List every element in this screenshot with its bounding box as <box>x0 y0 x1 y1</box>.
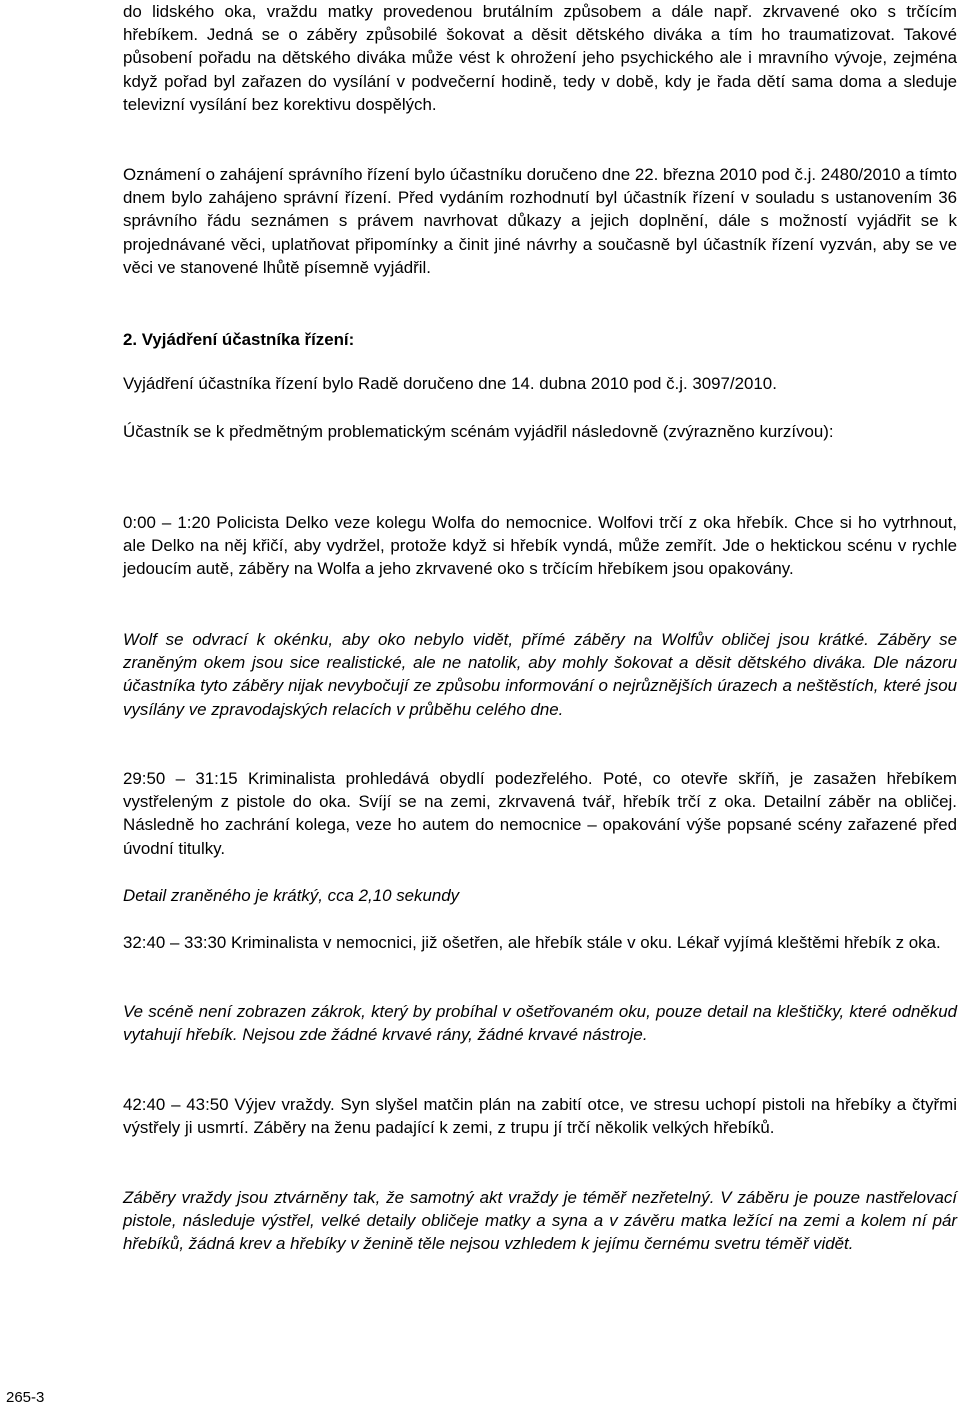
paragraph-response-4: Záběry vraždy jsou ztvárněny tak, že samotný akt vraždy je téměř nezřetelný. V záběru je pouze nastřelovací pistole, následuje výstřel, velké detaily obličeje matky a syna a v závěru matka ležící na zemi a kolem ní pár hřebíků, žádná krev a hřebíky v ženině těle nejsou vzhledem k jejímu černému svetru téměř vidět. <box>123 1188 957 1254</box>
paragraph-statement-intro: Účastník se k předmětným problematickým scénám vyjádřil následovně (zvýrazněno kurzívou): <box>123 422 834 441</box>
paragraph-statement-received: Vyjádření účastníka řízení bylo Radě doručeno dne 14. dubna 2010 pod č.j. 3097/2010. <box>123 374 777 393</box>
paragraph-scene-3: 32:40 – 33:30 Kriminalista v nemocnici, již ošetřen, ale hřebík stále v oku. Lékař vyjímá kleštěmi hřebík z oka. <box>123 933 941 952</box>
paragraph-scene-1: 0:00 – 1:20 Policista Delko veze kolegu Wolfa do nemocnice. Wolfovi trčí z oka hřebík. Chce si ho vytrhnout, ale Delko na něj křičí, aby vydržel, protože když si hřebík vyndá, může zemřít. Jde o hektickou scénu v rychle jedoucím autě, záběry na Wolfa a jeho zkrvavené oko s trčícím hřebíkem jsou opakovány. <box>123 513 957 579</box>
paragraph-response-2: Detail zraněného je krátký, cca 2,10 sekundy <box>123 886 460 905</box>
paragraph-intro: do lidského oka, vraždu matky provedenou brutálním způsobem a dále např. zkrvavené oko s trčícím hřebíkem. Jedná se o záběry způsobilé šokovat a děsit dětského diváka a tím ho traumatizovat. Takové působení pořadu na dětského diváka může vést k ohrožení jeho psychického ale i mravního vývoje, zejména když pořad byl zařazen do vysílání v podvečerní hodině, tedy v době, kdy je řada dětí sama doma a sleduje televizní vysílání bez korektivu dospělých. <box>123 2 957 114</box>
section-heading: 2. Vyjádření účastníka řízení: <box>123 330 355 349</box>
paragraph-scene-2: 29:50 – 31:15 Kriminalista prohledává obydlí podezřelého. Poté, co otevře skříň, je zasažen hřebíkem vystřeleným z pistole do oka. Svíjí se na zemi, zkrvavená tvář, hřebík trčí z oka. Detailní záběr na obličej. Následně ho zachrání kolega, veze ho autem do nemocnice – opakování výše popsané scény zařazené před úvodní titulky. <box>123 769 957 858</box>
paragraph-notice: Oznámení o zahájení správního řízení bylo účastníku doručeno dne 22. března 2010 pod č.j. 2480/2010 a tímto dnem bylo zahájeno správní řízení. Před vydáním rozhodnutí byl účastník řízení v souladu s ustanovením 36 správního řádu seznámen s právem navrhovat důkazy a jejich doplnění, dále s možností vyjádřit se k projednávané věci, uplatňovat připomínky a činit jiné návrhy a současně byl účastník řízení vyzván, aby se ve věci ve stanovené lhůtě písemně vyjádřil. <box>123 165 957 277</box>
page-number: 265-3 <box>6 1389 45 1406</box>
paragraph-scene-4: 42:40 – 43:50 Výjev vraždy. Syn slyšel matčin plán na zabití otce, ve stresu uchopí pistoli na hřebíky a čtyřmi výstřely ji usmrtí. Záběry na ženu padající k zemi, z trupu jí trčí několik velkých hřebíků. <box>123 1095 957 1138</box>
paragraph-response-1: Wolf se odvrací k okénku, aby oko nebylo vidět, přímé záběry na Wolfův obličej jsou krátké. Záběry se zraněným okem jsou sice realistické, ale ne natolik, aby mohly šokovat a děsit dětského diváka. Dle názoru účastníka tyto záběry nijak nevybočují ze způsobu informování o nejrůznějších úrazech a neštěstích, které jsou vysílány ve zpravodajských relacích v průběhu celého dne. <box>123 630 957 719</box>
paragraph-response-3: Ve scéně není zobrazen zákrok, který by probíhal v ošetřovaném oku, pouze detail na kleštičky, které odněkud vytahují hřebík. Nejsou zde žádné krvavé rány, žádné krvavé nástroje. <box>123 1002 957 1045</box>
